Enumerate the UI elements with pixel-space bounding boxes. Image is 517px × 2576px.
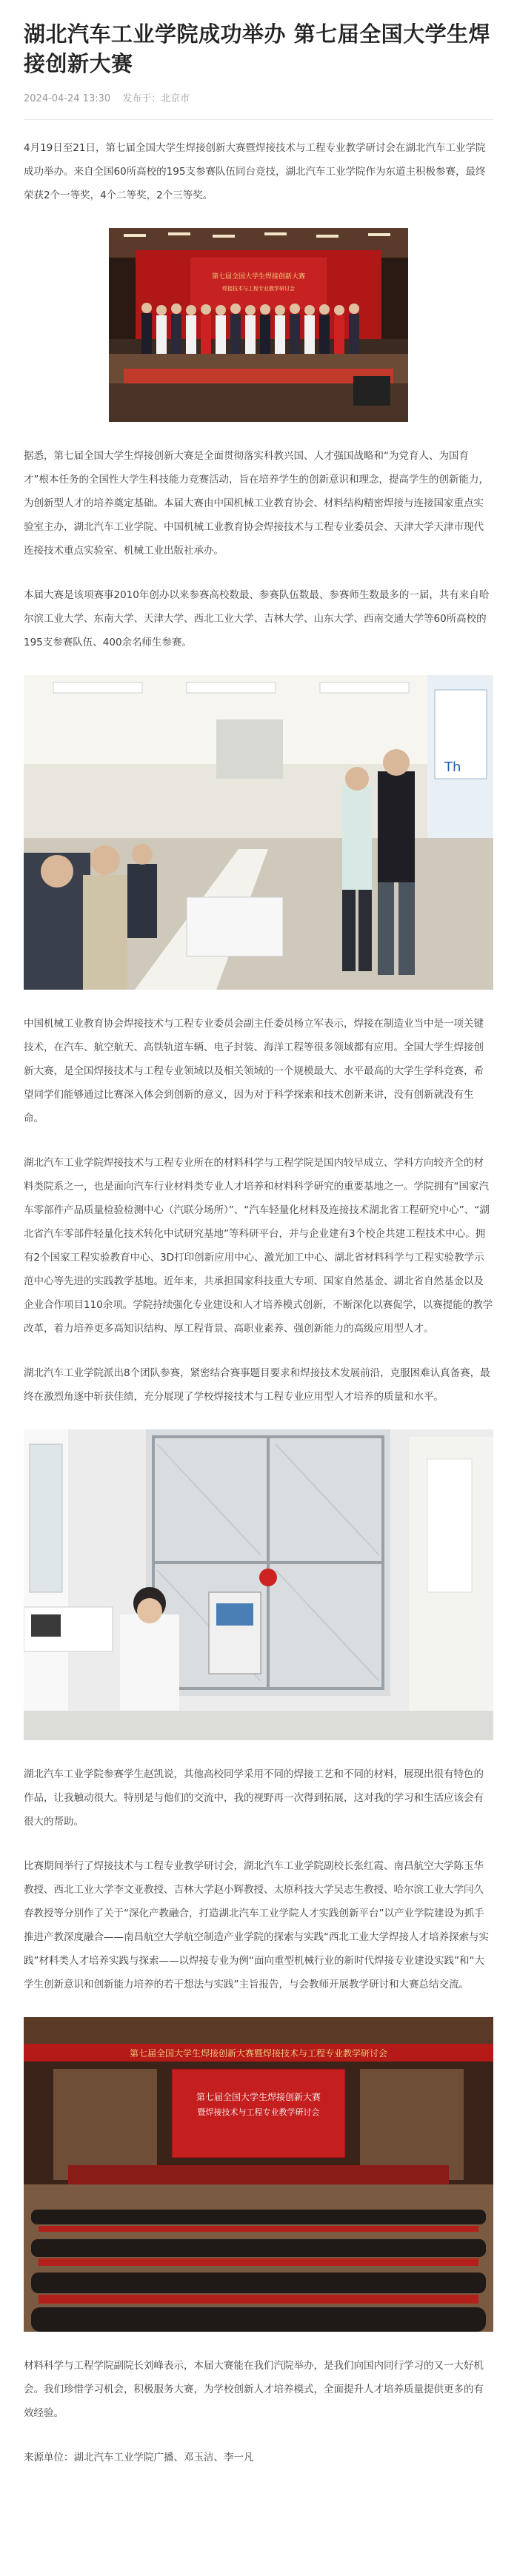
paragraph-teams: 湖北汽车工业学院派出8个团队参赛，紧密结合赛事题目要求和焊接技术发展前沿，克服困难认真备赛，最终在激烈角逐中斩获佳绩，充分展现了学校焊接技术与工程专业应用型人才培养的质量和水平。: [24, 1367, 490, 1403]
award-winners-group: [141, 303, 359, 354]
award-ceremony-photo: [24, 228, 493, 422]
welding-lab-photo: [24, 1429, 493, 1740]
paragraph-student-quote: 湖北汽车工业学院参赛学生赵凯说，其他高校同学采用不同的焊接工艺和不同的材料，展现出很有特色的作品，让我触动很大。特别是与他们的交流中，我的视野再一次得到拓展，这对我的学习和生活应该会有很大的帮助。: [24, 1768, 484, 1828]
paragraph-seminar: 比赛期间举行了焊接技术与工程专业教学研讨会，湖北汽车工业学院副校长张红霞、南昌航空大学陈玉华教授、西北工业大学李文亚教授、吉林大学赵小辉教授、太原科技大学吴志生教授、哈尔滨工业大学闫久春教授等分别作了关于“深化产教融合，打造湖北汽车工业学院人才实践创新平台”以产业学院建设为抓手推进产教深度融合——南昌航空大学航空制造产业学院的探索与实践“西北工业大学焊接人才培养探索与实践”材料类人才培养实践与探索——以焊接专业为例“面向重型机械行业的新时代焊接专业建设实践”和“大学生创新意识和创新能力培养的若干想法与实践”主旨报告，与会教师开展教学研讨和大赛总结交流。: [24, 1860, 489, 1990]
screen-text: Th: [444, 759, 461, 775]
article-meta: [24, 90, 493, 104]
paragraph-background: 据悉，第七届全国大学生焊接创新大赛是全面贯彻落实科教兴国、人才强国战略和“为党育人、为国育才”根本任务的全国性大学生科技能力竞赛活动，旨在培养学生的创新意识和理念，提高学生的创新能力，为创新型人才的培养奠定基础。本届大赛由中国机械工业教育协会、材料结构精密焊接与连接国家重点实验室主办，湖北汽车工业学院、中国机械工业教育协会焊接技术与工程专业委员会、天津大学天津市现代连接技术重点实验室、机械工业出版社承办。: [24, 450, 489, 557]
paragraph-intro: 4月19日至21日，第七届全国大学生焊接创新大赛暨焊接技术与工程专业教学研讨会在湖北汽车工业学院成功举办。来自全国60所高校的195支参赛队伍同台竞技，湖北汽车工业学院作为东道主积极参赛，最终荣获2个一等奖，4个二等奖，2个三等奖。: [24, 142, 486, 201]
competition-judging-photo: [24, 675, 493, 990]
students-presenting: [342, 749, 415, 975]
award-banner-text: 第七届全国大学生焊接创新大赛: [211, 273, 306, 281]
paragraph-expert-view: 中国机械工业教育协会焊接技术与工程专业委员会副主任委员杨立军表示，焊接在制造业当中是一项关键技术，在汽车、航空航天、高铁轨道车辆、电子封装、海洋工程等很多领域都有应用。全国大学生焊接创新大赛，是全国焊接技术与工程专业领域以及相关领域的一个规模最大、水平最高的大学生学科竞赛，希望同学们能够通过比赛深入体会到创新的意义，因为对于科学探索和技术创新来讲，没有创新就没有生命。: [24, 1018, 484, 1124]
title-divider: [24, 119, 493, 120]
article-authors: 来源单位：湖北汽车工业学院广播、邓玉洁、李一凡: [24, 2452, 254, 2463]
meeting-banner-text: 第七届全国大学生焊接创新大赛暨焊接技术与工程专业教学研讨会: [129, 2048, 388, 2059]
article: [0, 19, 517, 2469]
article-date: 2024-04-24 13:30: [24, 93, 111, 104]
paragraph-school-profile: 湖北汽车工业学院焊接技术与工程专业所在的材料科学与工程学院是国内较早成立、学科方向较齐全的材料类院系之一，也是面向汽车行业材料类专业人才培养和材料科学研究的重要基地之一。学院拥有“国家汽车零部件产品质量检验检测中心（汽联分场所）”、“汽车轻量化材料及连接技术湖北省工程研究中心”、“湖北省汽车零部件轻量化技术转化中试研究基地”等科研平台，并与企业建有3个校企共建工程技术中心。拥有2个国家工程实验教育中心、3D打印创新应用中心、激光加工中心、湖北省材料科学与工程实验教学示范中心等先进的实践教学基地。近年来，共承担国家科技重大专项、国家自然基金、湖北省自然基金以及企业合作项目110余项。学院持续强化专业建设和人才培养模式创新，不断深化以赛促学，以赛提能的教学改革，着力培养更多高知识结构、厚工程背景、高职业素养、强创新能力的高级应用型人才。: [24, 1157, 493, 1335]
meeting-screen-line1: 第七届全国大学生焊接创新大赛: [196, 2092, 321, 2102]
award-banner-subtext: 焊接技术与工程专业教学研讨会: [222, 286, 295, 292]
meeting-hall-photo: [24, 2017, 493, 2332]
meeting-screen-line2: 暨焊接技术与工程专业教学研讨会: [197, 2107, 320, 2117]
article-title: 湖北汽车工业学院成功举办 第七届全国大学生焊接创新大赛: [24, 21, 491, 76]
paragraph-scale: 本届大赛是该项赛事2010年创办以来参赛高校数最、参赛队伍数最、参赛师生数最多的一届，共有来自哈尔滨工业大学、东南大学、天津大学、西北工业大学、吉林大学、山东大学、西南交通大学等60所高校的195支参赛队伍、400余名师生参赛。: [24, 589, 490, 648]
article-publisher: 发布于：北京市: [122, 93, 190, 104]
paragraph-closing: 材料科学与工程学院副院长刘峰表示，本届大赛能在我们汽院举办，是我们向国内同行学习的又一大好机会。我们珍惜学习机会，积极服务大赛，为学校创新人才培养模式，全面提升人才培养质量提供更多的有效经验。: [24, 2360, 484, 2419]
